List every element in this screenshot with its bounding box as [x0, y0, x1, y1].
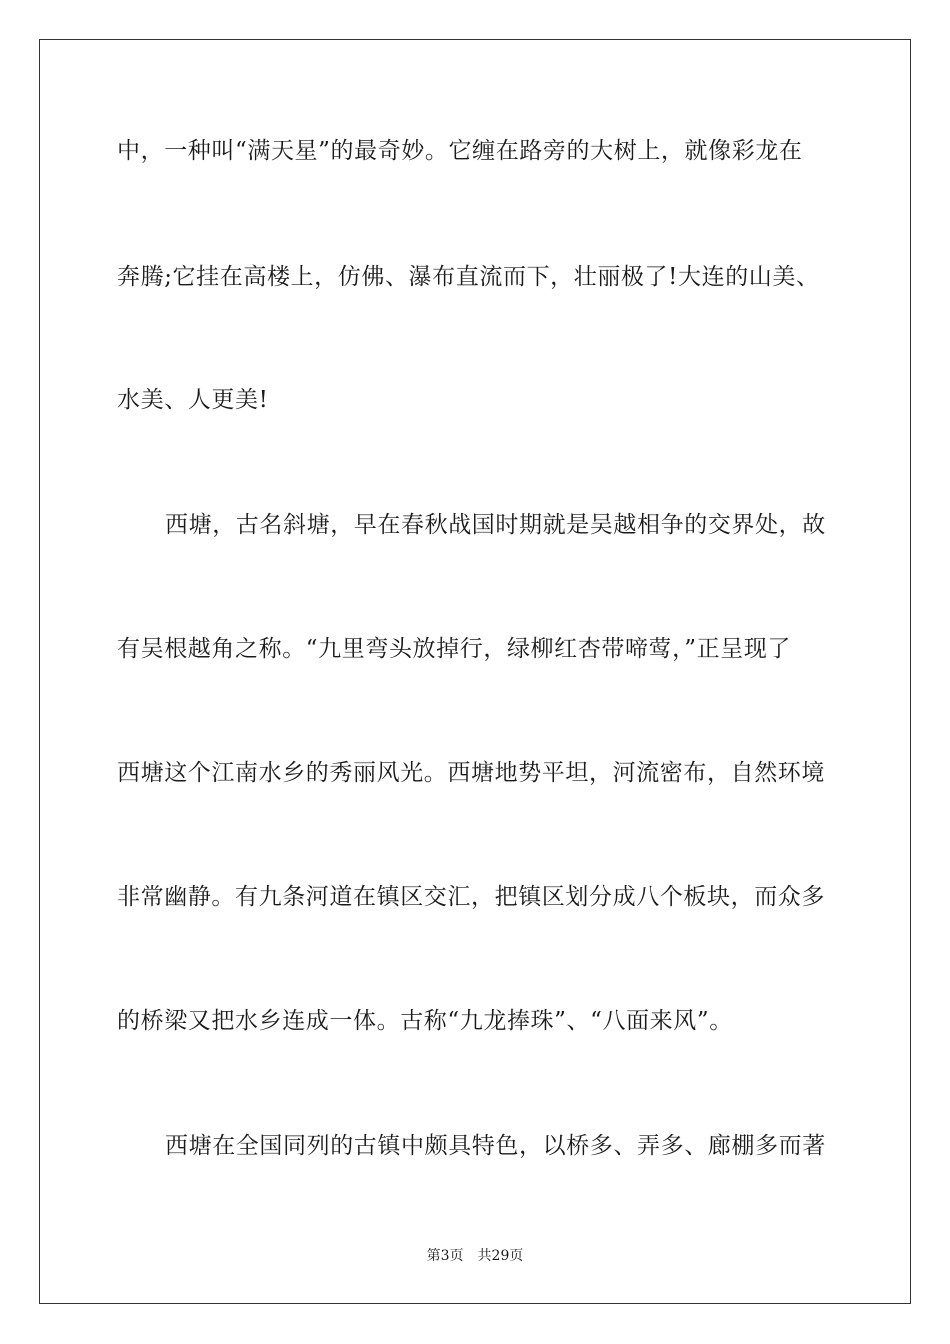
body-text-line: 的桥梁又把水乡连成一体。古称“九龙捧珠”、“八面来风”。 [117, 1008, 733, 1034]
page-border [39, 39, 911, 1304]
body-text-line: 奔腾;它挂在高楼上，仿佛、瀑布直流而下，壮丽极了!大连的山美、 [117, 264, 820, 290]
body-text-line: 水美、人更美! [117, 387, 269, 413]
body-text-line: 西塘这个江南水乡的秀丽风光。西塘地势平坦，河流密布，自然环境 [117, 760, 825, 786]
page-total: 共29页 [477, 1248, 524, 1264]
body-text-line: 非常幽静。有九条河道在镇区交汇，把镇区划分成八个板块，而众多 [117, 884, 825, 910]
page-number: 第3页 [426, 1248, 464, 1264]
body-text-line: 有吴根越角之称。“九里弯头放掉行，绿柳红杏带啼莺，”正呈现了 [117, 636, 792, 662]
paragraph-first-line: 西塘在全国同列的古镇中颇具特色，以桥多、弄多、廊棚多而著 [165, 1133, 826, 1159]
paragraph-first-line: 西塘，古名斜塘，早在春秋战国时期就是吴越相争的交界处，故 [165, 512, 826, 538]
page-footer [0, 1246, 950, 1266]
body-text-line: 中，一种叫“满天星”的最奇妙。它缠在路旁的大树上，就像彩龙在 [117, 138, 803, 164]
